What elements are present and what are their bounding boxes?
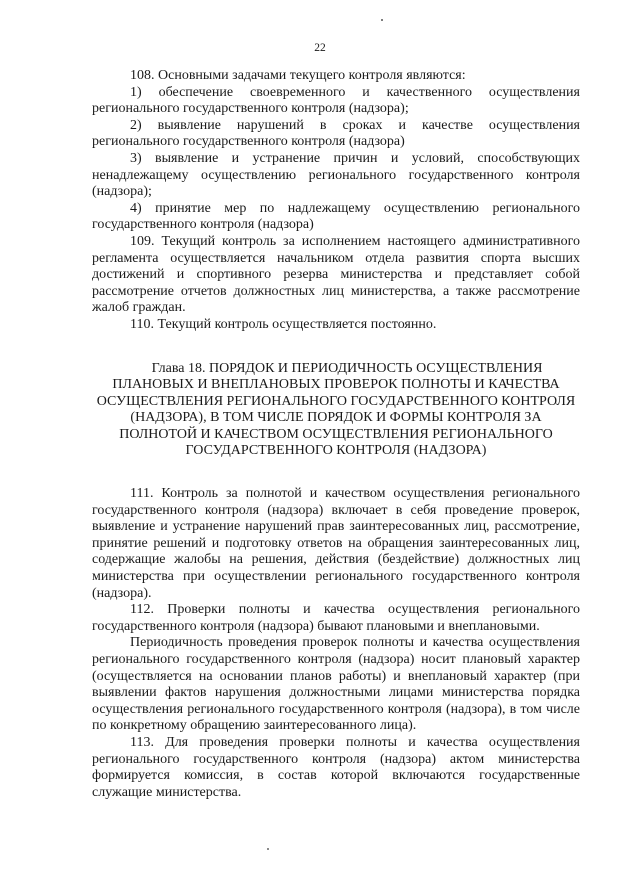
chapter-heading-rest: ПЛАНОВЫХ И ВНЕПЛАНОВЫХ ПРОВЕРОК ПОЛНОТЫ И КАЧЕСТВА ОСУЩЕСТВЛЕНИЯ РЕГИОНАЛЬНОГО ГОСУДАРСТВЕННОГО КОНТРОЛЯ (НАДЗОРА), В ТОМ ЧИСЛЕ ПОРЯДОК И ФОРМЫ КОНТРОЛЯ ЗА ПОЛНОТОЙ И КАЧЕСТВОМ ОСУЩЕСТВЛЕНИЯ РЕГИОНАЛЬНОГО ГОСУДАРСТВЕННОГО КОНТРОЛЯ (НАДЗОРА) (96, 377, 576, 459)
paragraph-108: 108. Основными задачами текущего контроля являются: (130, 68, 466, 83)
paragraph-109: 109. Текущий контроль за исполнением настоящего административного регламента осуществляется начальником отдела развития спорта высших достижений и спортивного резерва министерства и представляет собой рассмотрение отчетов должностных лиц министерства, а также рассмотрение жалоб граждан. (92, 233, 580, 316)
list-item-108-3: 3) выявление и устранение причин и условий, способствующих ненадлежащему осуществлению регионального государственного контроля (надзора); (92, 150, 580, 200)
paragraph-113: 113. Для проведения проверки полноты и качества осуществления регионального государственного контроля (надзора) актом министерства формируется комиссия, в состав которой включаются государственные служащие министерства. (92, 734, 580, 800)
paragraph-112: 112. Проверки полноты и качества осуществления регионального государственного контроля (надзора) бывают плановыми и внеплановыми. (92, 602, 580, 634)
chapter-heading-line1: Глава 18. ПОРЯДОК И ПЕРИОДИЧНОСТЬ ОСУЩЕСТВЛЕНИЯ (151, 360, 543, 376)
paragraph-110: 110. Текущий контроль осуществляется постоянно. (130, 316, 437, 332)
document-body (92, 68, 580, 801)
paragraph-112-periodicity: Периодичность проведения проверок полноты и качества осуществления регионального государственного контроля (надзора) носит плановый характер (осуществляется на основании планов работы) и внеплановый характер (при выявлении фактов нарушения должностными лицами министерства порядка осуществления регионального государственного контроля (надзора), в том числе по конкретному обращению заинтересованного лица). (92, 635, 580, 734)
chapter-heading (92, 361, 580, 461)
list-item-108-4: 4) принятие мер по надлежащему осуществлению регионального государственного контроля (надзора) (92, 200, 580, 233)
list-item-108-2: 2) выявление нарушений в сроках и качестве осуществления регионального государственного контроля (надзора) (92, 117, 580, 150)
page-number: 22 (314, 42, 326, 54)
list-item-108-1: 1) обеспечение своевременного и качественного осуществления регионального государственного контроля (надзора); (92, 84, 580, 117)
paragraph-111: 111. Контроль за полнотой и качеством осуществления регионального государственного контроля (надзора) включает в себя проведение проверок, выявление и устранение нарушений прав заинтересованных лиц, рассмотрение, принятие решений и подготовку ответов на обращения заинтересованных лиц, содержащие жалобы на решения, действия (бездействие) должностных лиц министерства при осуществлении регионального государственного контроля (надзора). (92, 486, 580, 601)
scan-speck (267, 848, 269, 850)
scan-speck (381, 19, 383, 21)
